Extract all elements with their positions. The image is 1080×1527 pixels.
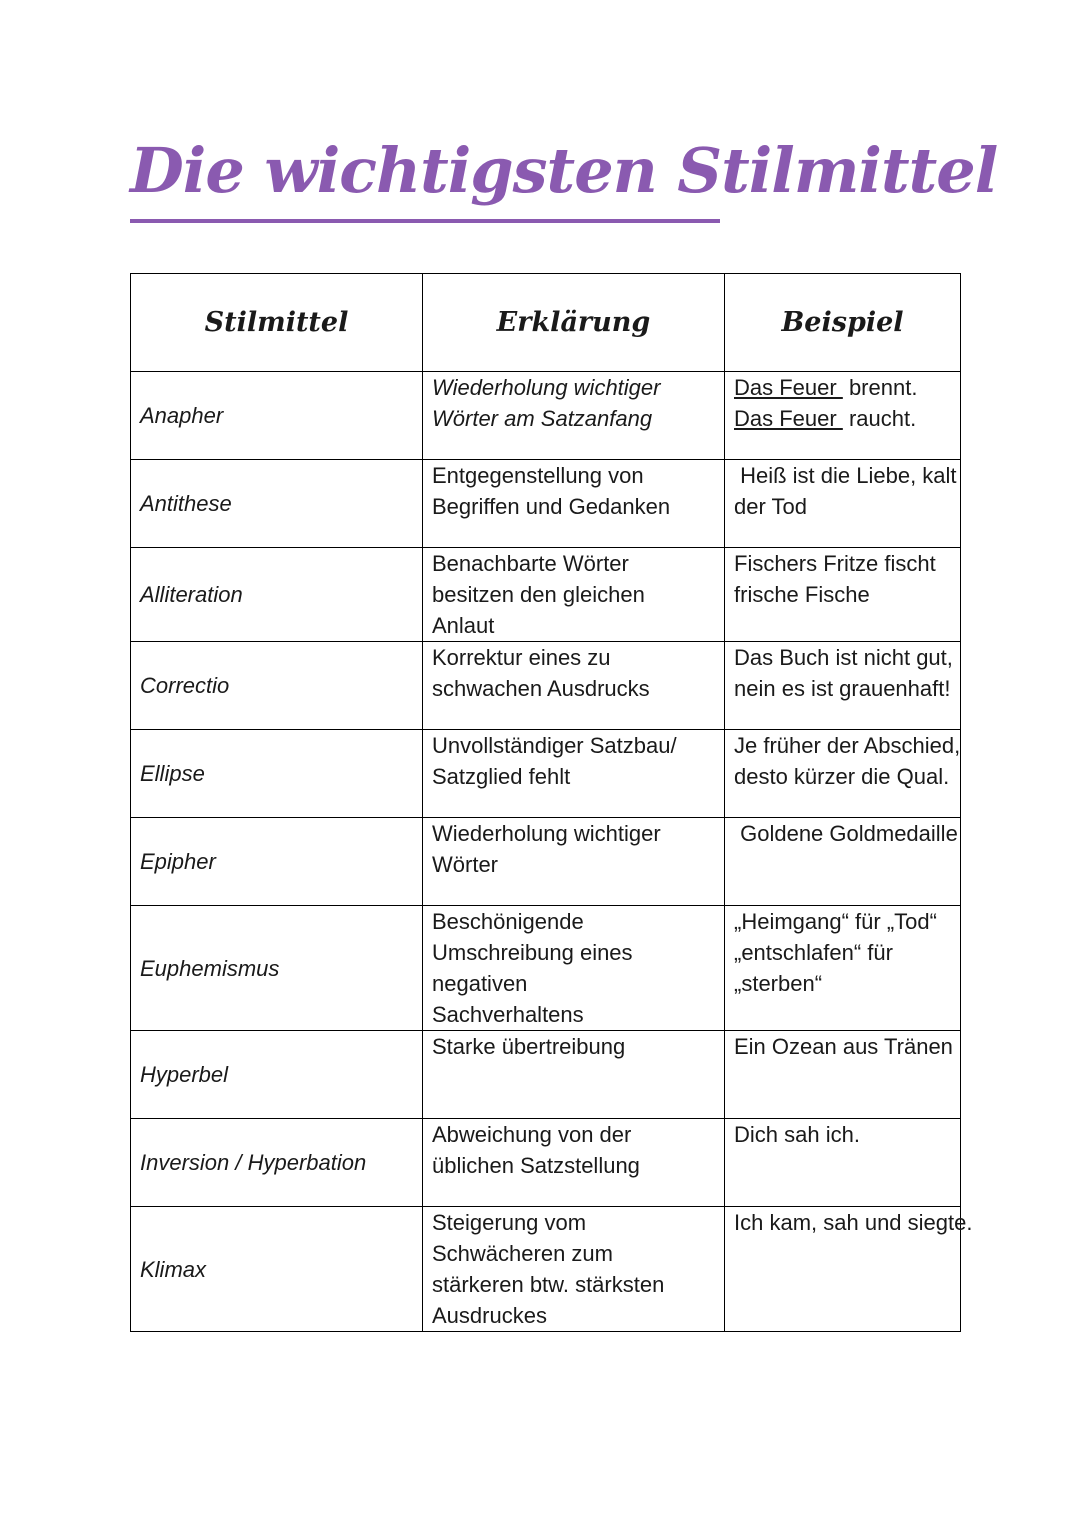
explanation-line: Sachverhaltens [432,1002,584,1027]
example-line: frische Fische [734,582,870,607]
stilmittel-explanation [423,1031,725,1119]
example-line: „sterben“ [734,971,823,996]
explanation-line: besitzen den gleichen [432,582,645,607]
stilmittel-example [725,818,961,906]
example-line: Goldene Goldmedaille [734,821,958,846]
table-header-row [131,274,961,372]
stilmittel-table [130,273,973,1332]
stilmittel-explanation [423,1119,725,1207]
example-line [734,403,951,434]
explanation-line: Korrektur eines zu [432,645,611,670]
explanation-line: Entgegenstellung von [432,463,644,488]
stilmittel-example [725,372,961,460]
example-line: Fischers Fritze fischt [734,551,936,576]
stilmittel-explanation [423,1207,725,1332]
stilmittel-explanation [423,548,725,642]
table-row [131,642,961,730]
stilmittel-explanation [423,818,725,906]
table-row [131,1031,961,1119]
example-line: Ein Ozean aus Tränen [734,1034,953,1059]
explanation-line: Anlaut [432,613,495,638]
explanation-line: Beschönigende [432,909,584,934]
explanation-line: schwachen Ausdrucks [432,676,650,701]
table-row [131,730,961,818]
explanation-line: Steigerung vom [432,1210,587,1235]
example-line: Heiß ist die Liebe, kalt [734,463,957,488]
stilmittel-example [725,460,961,548]
stilmittel-example [725,1031,961,1119]
stilmittel-name: Anapher [131,372,423,460]
title-underline [130,219,720,223]
example-line [734,372,951,403]
explanation-line: Benachbarte Wörter [432,551,629,576]
column-header-erklaerung: Erklärung [423,274,725,372]
stilmittel-name: Klimax [131,1207,423,1332]
example-line: Das Buch ist nicht gut, [734,645,953,670]
explanation-line: Umschreibung eines [432,940,633,965]
table-body [131,372,973,1332]
explanation-line: Abweichung von der [432,1122,632,1147]
stilmittel-explanation [423,642,725,730]
table-row [131,818,961,906]
example-line: der Tod [734,494,807,519]
example-rest-text: raucht. [842,406,917,431]
explanation-line: Wörter am Satzanfang [432,406,653,431]
explanation-line: negativen [432,971,528,996]
explanation-line: Wörter [432,852,498,877]
stilmittel-name: Epipher [131,818,423,906]
example-rest-text: brennt. [842,375,918,400]
stilmittel-name: Hyperbel [131,1031,423,1119]
example-line: Je früher der Abschied, [734,733,961,758]
table-row [131,906,961,1031]
table-row [131,460,961,548]
explanation-line: Starke übertreibung [432,1034,626,1059]
stilmittel-example [725,730,961,818]
stilmittel-name: Antithese [131,460,423,548]
stilmittel-example [725,906,961,1031]
stilmittel-explanation [423,460,725,548]
explanation-line: stärkeren btw. stärksten [432,1272,665,1297]
example-line: Dich sah ich. [734,1122,860,1147]
stilmittel-name: Correctio [131,642,423,730]
example-line: desto kürzer die Qual. [734,764,950,789]
column-header-stilmittel: Stilmittel [131,274,423,372]
explanation-line: Begriffen und Gedanken [432,494,671,519]
example-line: Ich kam, sah und siegte. [734,1210,973,1235]
column-header-beispiel: Beispiel [725,274,961,372]
table-row [131,1207,961,1332]
stilmittel-explanation [423,906,725,1031]
explanation-line: Wiederholung wichtiger [432,821,661,846]
table-row [131,548,961,642]
example-line: nein es ist grauenhaft! [734,676,951,701]
example-line: „entschlafen“ für [734,940,893,965]
example-line: „Heimgang“ für „Tod“ [734,909,937,934]
stilmittel-name: Ellipse [131,730,423,818]
stilmittel-explanation [423,730,725,818]
example-underlined-text: Das Feuer [734,375,843,400]
stilmittel-name: Euphemismus [131,906,423,1031]
table-row [131,1119,961,1207]
stilmittel-name: Inversion / Hyperbation [131,1119,423,1207]
example-underlined-text: Das Feuer [734,406,843,431]
explanation-line: Unvollständiger Satzbau/ [432,733,677,758]
explanation-line: Schwächeren zum [432,1241,613,1266]
table-row [131,372,961,460]
stilmittel-explanation [423,372,725,460]
stilmittel-example [725,1207,973,1332]
explanation-line: Wiederholung wichtiger [432,375,661,400]
stilmittel-example [725,548,961,642]
explanation-line: Ausdruckes [432,1303,547,1328]
stilmittel-name: Alliteration [131,548,423,642]
explanation-line: Satzglied fehlt [432,764,571,789]
stilmittel-example [725,1119,961,1207]
explanation-line: üblichen Satzstellung [432,1153,640,1178]
stilmittel-example [725,642,961,730]
page-title: Die wichtigsten Stilmittel [130,134,998,207]
